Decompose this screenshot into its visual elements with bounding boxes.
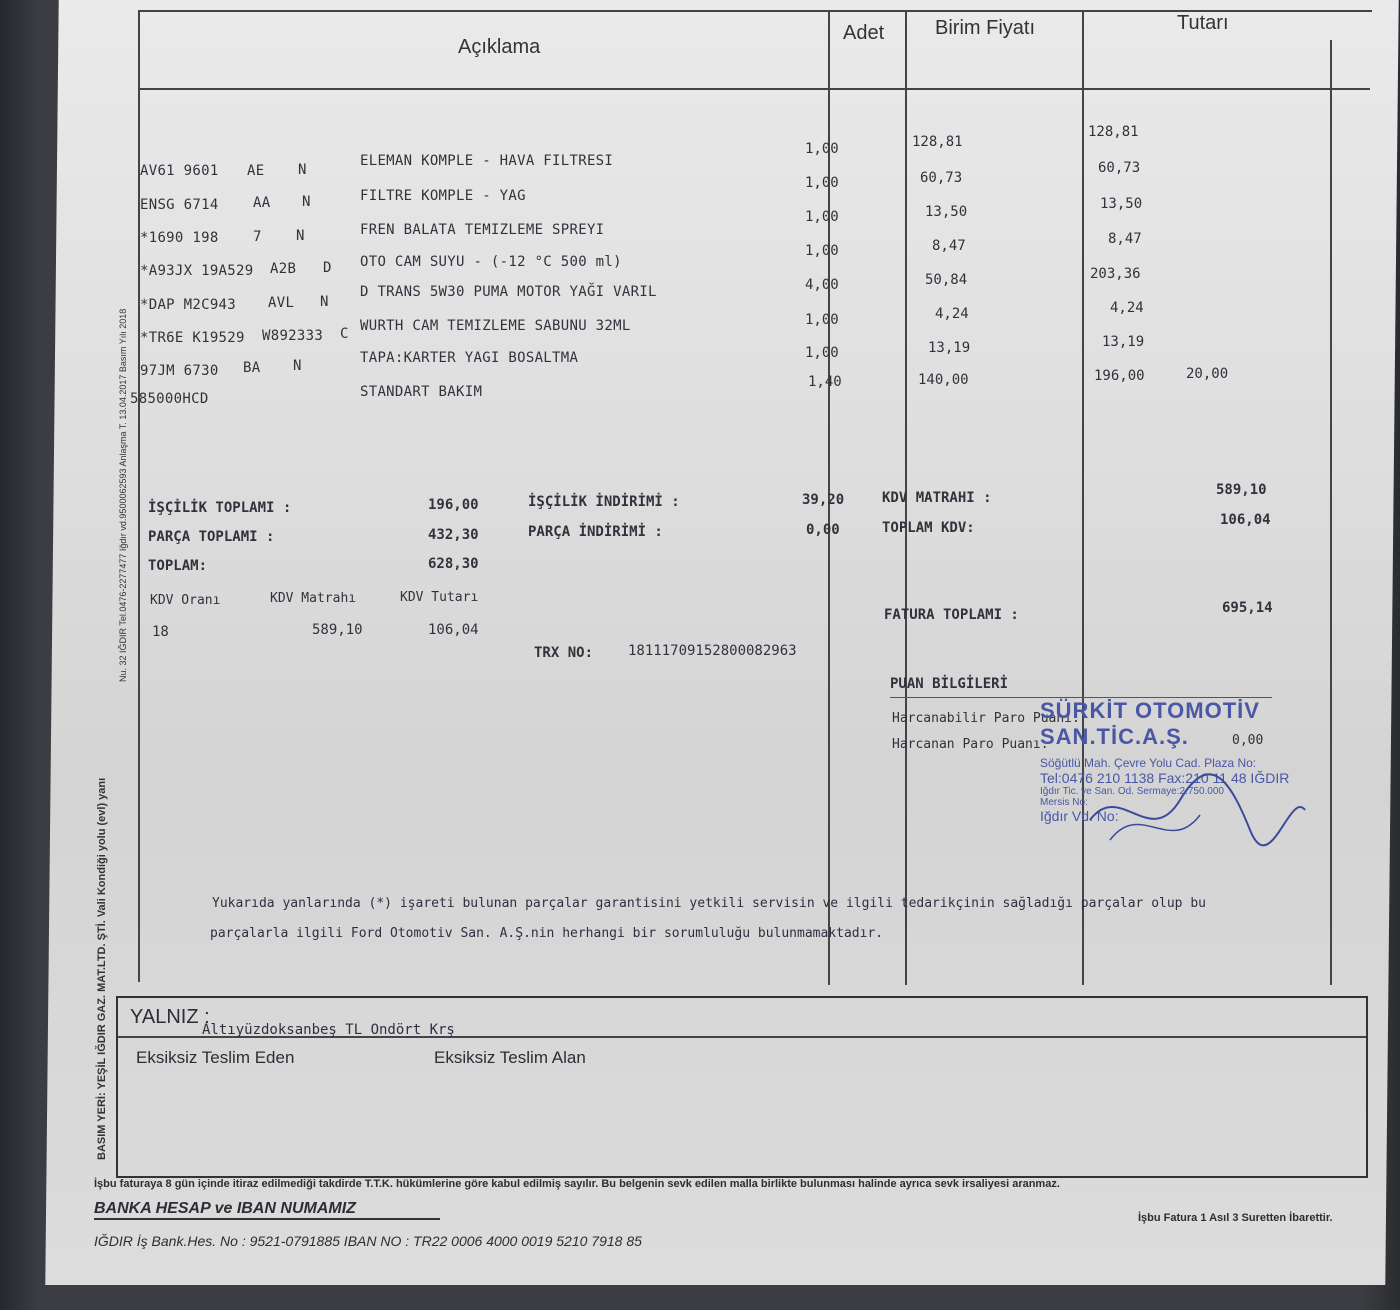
kdv-tutari-header: KDV Tutarı	[400, 590, 479, 605]
item-unit-price: 13,50	[925, 204, 968, 220]
toplam-value: 628,30	[428, 556, 479, 572]
item-code: *1690 198	[140, 230, 219, 246]
item-desc: TAPA:KARTER YAGI BOSALTMA	[360, 350, 579, 366]
item-total: 60,73	[1098, 160, 1141, 176]
item-code: *DAP M2C943	[140, 297, 237, 313]
item-desc: FILTRE KOMPLE - YAG	[360, 188, 526, 204]
item-qty: 1,40	[808, 374, 842, 390]
harcanan-puan-label: Harcanan Paro Puanı:	[892, 737, 1049, 752]
item-code: *TR6E K19529	[140, 330, 245, 346]
item-qty: 1,00	[805, 175, 839, 191]
item-code-3: N	[298, 162, 307, 178]
banka-line: IĞDIR İş Bank.Hes. No : 9521-0791885 IBAN NO : TR22 0006 4000 0019 5210 7918 85	[94, 1233, 642, 1249]
parca-indirimi-value: 0,00	[806, 522, 840, 538]
asil-suret-note: İşbu Fatura 1 Asıl 3 Suretten İbarettir.	[1138, 1212, 1333, 1224]
parca-toplami-label: PARÇA TOPLAMI :	[148, 529, 275, 545]
item-unit-price: 140,00	[918, 372, 969, 388]
kdv-matrahi-value: 589,10	[312, 622, 363, 638]
yalniz-label: YALNIZ :	[130, 1006, 210, 1028]
item-total: 4,24	[1110, 300, 1144, 316]
iscilik-indirimi-label: İŞÇİLİK İNDİRİMİ :	[528, 494, 680, 510]
item-qty: 4,00	[805, 277, 839, 293]
harcanabilir-puan-label: Harcanabilir Paro Puanı:	[892, 711, 1080, 726]
item-desc: WURTH CAM TEMIZLEME SABUNU 32ML	[360, 318, 631, 334]
header-tutari: Tutarı	[1177, 12, 1229, 34]
item-code: 97JM 6730	[140, 363, 219, 379]
item-total: 8,47	[1108, 231, 1142, 247]
trx-label: TRX NO:	[534, 645, 594, 661]
trx-value: 18111709152800082963	[628, 643, 797, 659]
stamp-company-name: SÜRKİT OTOMOTİV SAN.TİC.A.Ş.	[1040, 698, 1260, 749]
yalniz-value: Altıyüzdoksanbeş TL Ondört Krş	[202, 1022, 455, 1038]
item-code-2: BA	[243, 360, 261, 376]
item-unit-price: 128,81	[912, 134, 963, 150]
warranty-note-line-1: Yukarıda yanlarında (*) işareti bulunan parçalar garantisini yetkili servisin ve ilgili tedarikçinin sağladığı parçalar olup bu	[212, 896, 1206, 911]
fatura-toplami-label: FATURA TOPLAMI :	[884, 607, 1019, 623]
item-code-2: W892333	[262, 328, 324, 344]
toplam-kdv-value: 106,04	[1220, 512, 1271, 528]
iscilik-toplami-value: 196,00	[428, 497, 479, 513]
stamp-tax-office: Iğdır Vd. No:	[1040, 808, 1119, 824]
col-divider-right	[1330, 40, 1332, 985]
iscilik-toplami-label: İŞÇİLİK TOPLAMI :	[148, 500, 292, 516]
item-unit-price: 60,73	[920, 170, 963, 186]
stamp-mersis: Mersis No:	[1040, 797, 1088, 808]
teslim-eden-label: Eksiksiz Teslim Eden	[136, 1048, 295, 1067]
item-unit-price: 4,24	[935, 306, 969, 322]
item-desc: STANDART BAKIM	[360, 384, 483, 400]
item-unit-price: 13,19	[928, 340, 971, 356]
item-code-2: AE	[247, 163, 265, 179]
item-code-2: AA	[253, 195, 271, 211]
kdv-orani-header: KDV Oranı	[150, 593, 221, 608]
item-code: *A93JX 19A529	[140, 263, 254, 279]
item-code-3: N	[302, 194, 311, 210]
item-code: ENSG 6714	[140, 197, 219, 213]
item-unit-price: 8,47	[932, 238, 966, 254]
warranty-note-line-2: parçalarla ilgili Ford Otomotiv San. A.Ş.nin herhangi bir sorumluluğu bulunmamaktadır.	[210, 926, 884, 941]
item-total: 128,81	[1088, 124, 1139, 140]
item-code-2: A2B	[270, 261, 297, 277]
item-unit-price: 50,84	[925, 272, 968, 288]
item-extra-discount: 20,00	[1186, 366, 1229, 382]
parca-indirimi-label: PARÇA İNDİRİMİ :	[528, 524, 663, 540]
item-qty: 1,00	[805, 345, 839, 361]
parca-toplami-value: 432,30	[428, 527, 479, 543]
item-desc: D TRANS 5W30 PUMA MOTOR YAĞI VARIL	[360, 284, 657, 300]
stamp-address: Söğütlü Mah. Çevre Yolu Cad. Plaza No:	[1040, 756, 1257, 770]
item-total: 13,19	[1102, 334, 1145, 350]
teslim-alan-label: Eksiksiz Teslim Alan	[434, 1048, 586, 1067]
item-qty: 1,00	[805, 312, 839, 328]
item-code: AV61 9601	[140, 163, 219, 179]
item-qty: 1,00	[805, 209, 839, 225]
item-desc: FREN BALATA TEMIZLEME SPREYI	[360, 222, 605, 238]
itiraz-notice: İşbu faturaya 8 gün içinde itiraz edilmediği takdirde T.T.K. hükümlerine göre kabul edilmiş sayılır. Bu belgenin sevk edilen malla birlikte bulunması halinde ayrıca sevk irsaliyesi aranmaz.	[94, 1178, 1060, 1190]
item-qty: 1,00	[805, 141, 839, 157]
harcanan-puan-value: 0,00	[1232, 733, 1264, 748]
item-code-3: N	[296, 228, 305, 244]
item-code-2: 7	[253, 229, 262, 245]
header-adet: Adet	[843, 22, 885, 44]
banka-title: BANKA HESAP ve IBAN NUMAMIZ	[94, 1200, 440, 1220]
signature-icon	[1080, 760, 1310, 860]
item-code: 585000HCD	[130, 391, 209, 407]
iscilik-indirimi-value: 39,20	[802, 492, 845, 508]
toplam-kdv-label: TOPLAM KDV:	[882, 520, 975, 536]
toplam-label: TOPLAM:	[148, 558, 208, 574]
kdv-matrahi-header: KDV Matrahı	[270, 591, 357, 606]
kdv-tutari-value: 106,04	[428, 622, 479, 638]
item-total: 196,00	[1094, 368, 1145, 384]
item-code-2: AVL	[268, 295, 295, 311]
kdv-matrahi-label: KDV MATRAHI :	[882, 490, 992, 506]
item-code-3: N	[320, 294, 329, 310]
footer-signature-box	[116, 996, 1368, 1178]
item-code-3: C	[340, 326, 349, 342]
item-qty: 1,00	[805, 243, 839, 259]
header-divider	[138, 88, 1370, 90]
item-desc: ELEMAN KOMPLE - HAVA FILTRESI	[360, 153, 614, 169]
kdv-matrahi-value: 589,10	[1216, 482, 1267, 498]
fatura-toplami-value: 695,14	[1222, 600, 1273, 616]
puan-title: PUAN BİLGİLERİ	[890, 676, 1009, 692]
item-desc: OTO CAM SUYU - (-12 °C 500 ml)	[360, 254, 622, 270]
item-code-3: D	[323, 260, 332, 276]
item-code-3: N	[293, 358, 302, 374]
item-total: 13,50	[1100, 196, 1143, 212]
sidebar-print-info: Nu. 32 IĞDIR Tel.0476-2277477 Iğdır vd.9500062593 Anlaşma T. 13.04.2017 Basım Yılı 2018	[118, 308, 128, 682]
stamp-trade-registry: Iğdır Tic. ve San. Od. Sermaye:2.750.000	[1040, 786, 1224, 797]
header-aciklama: Açıklama	[458, 36, 541, 58]
kdv-orani-value: 18	[152, 624, 169, 640]
item-total: 203,36	[1090, 266, 1141, 282]
stamp-phone: Tel:0476 210 1138 Fax:210 11 48 IĞDIR	[1040, 770, 1290, 786]
header-birim-fiyati: Birim Fiyatı	[935, 17, 1035, 39]
sidebar-basim-yeri: BASIM YERİ: YEŞİL IĞDIR GAZ. MAT.LTD. ŞTİ. Vali Kondiği yolu (evl) yanı	[96, 777, 108, 1160]
